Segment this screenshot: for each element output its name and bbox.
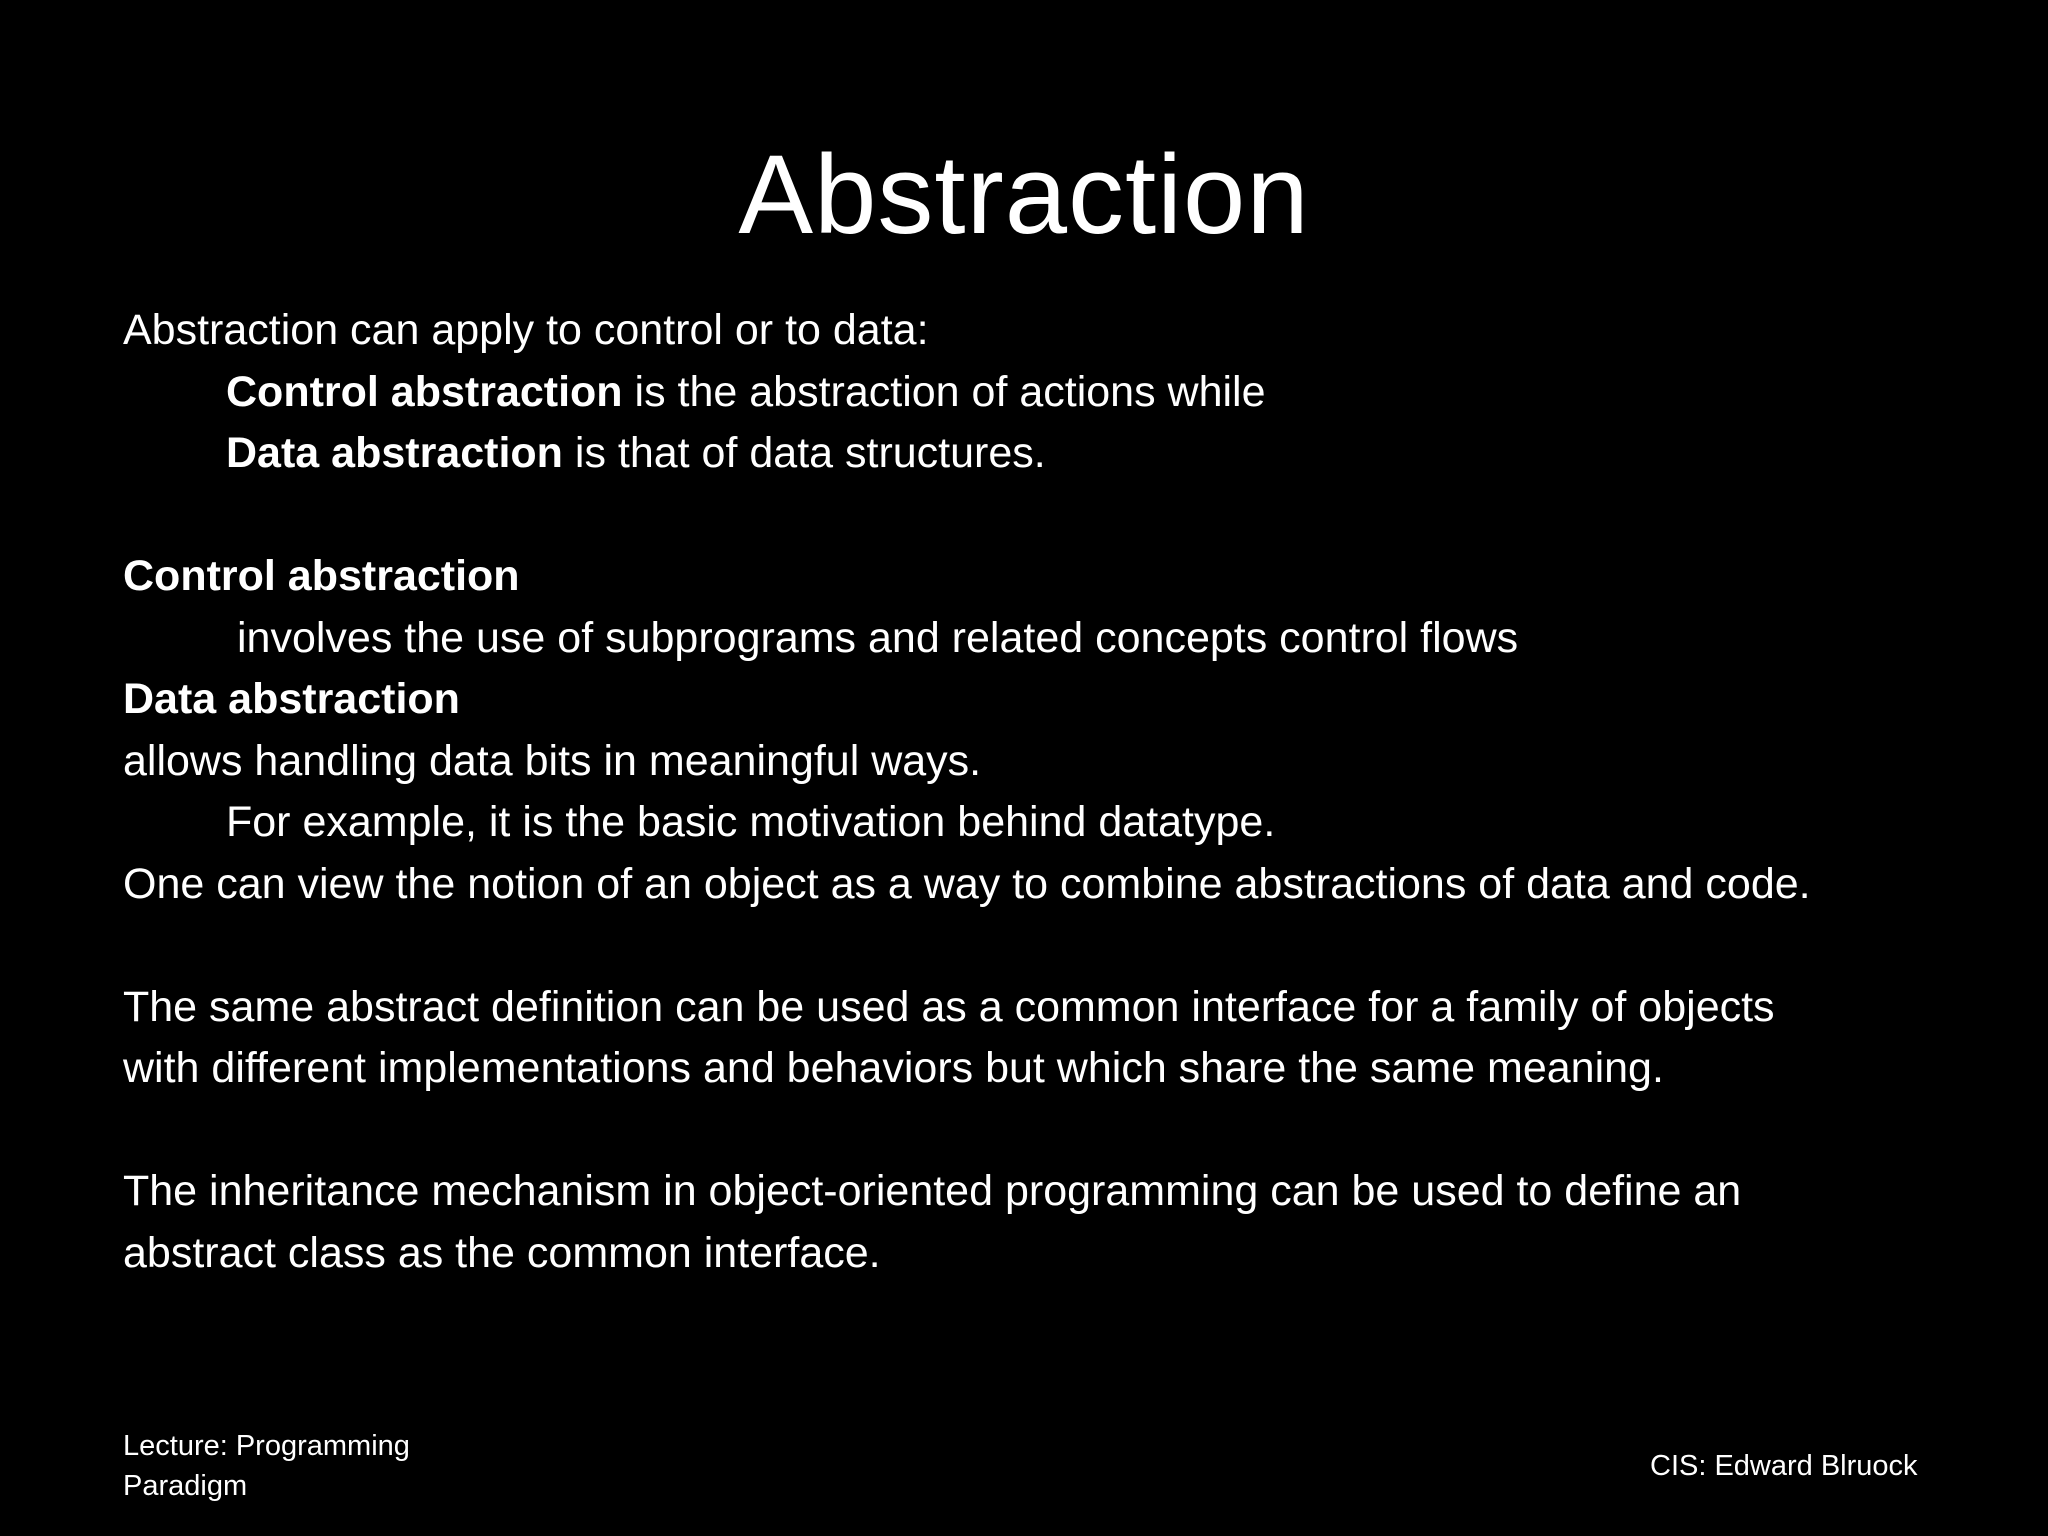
body-line-common-interface-1: The same abstract definition can be used as a common interface for a family of objects bbox=[123, 982, 1775, 1031]
footer-lecture bbox=[123, 1426, 410, 1506]
body-line-example: For example, it is the basic motivation behind datatype. bbox=[226, 798, 1276, 846]
heading-data-abstraction: Data abstraction bbox=[123, 675, 460, 723]
slide-title: Abstraction bbox=[738, 132, 1310, 257]
body-line-inheritance-2: abstract class as the common interface. bbox=[123, 1228, 881, 1277]
term-control-abstraction: Control abstraction bbox=[226, 367, 623, 416]
spacer bbox=[123, 1100, 2023, 1162]
control-def-text: is the abstraction of actions while bbox=[622, 367, 1266, 416]
spacer bbox=[123, 915, 2023, 977]
body-line-intro: Abstraction can apply to control or to data: bbox=[123, 306, 929, 354]
body-line-inheritance-1: The inheritance mechanism in object-oriented programming can be used to define an bbox=[123, 1167, 1742, 1215]
body-line-data-allows: allows handling data bits in meaningful ways. bbox=[123, 736, 982, 785]
body-line-control-involves: involves the use of subprograms and related concepts control flows bbox=[237, 613, 1519, 662]
footer-lecture-line1: Lecture: Programming bbox=[123, 1430, 410, 1462]
body-line-control-def bbox=[123, 362, 2023, 424]
body-line-object-notion: One can view the notion of an object as a way to combine abstractions of data and code. bbox=[123, 859, 1811, 908]
spacer bbox=[123, 485, 2023, 547]
term-data-abstraction: Data abstraction bbox=[226, 429, 563, 477]
heading-control-abstraction: Control abstraction bbox=[123, 552, 520, 600]
footer-author: CIS: Edward Blruock bbox=[1650, 1450, 1918, 1482]
footer-lecture-line2: Paradigm bbox=[123, 1470, 248, 1502]
body-line-data-def bbox=[123, 423, 2023, 485]
slide-body bbox=[123, 300, 2023, 1284]
data-def-text: is that of data structures. bbox=[562, 429, 1046, 477]
body-line-common-interface-2: with different implementations and behaviors but which share the same meaning. bbox=[123, 1044, 1664, 1092]
